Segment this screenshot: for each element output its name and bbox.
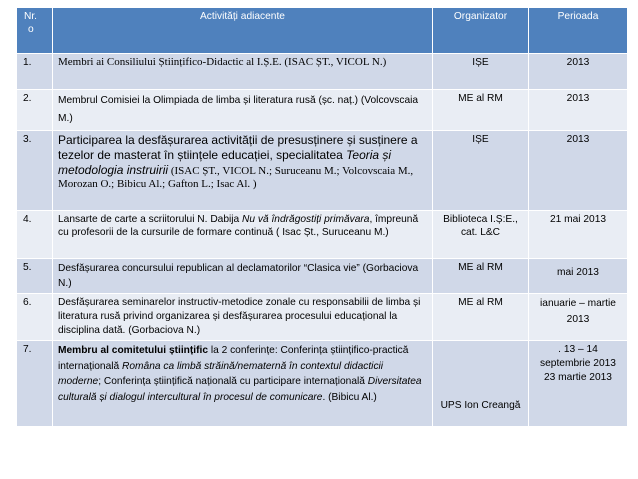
table-row: 7. Membru al comitetului științific la 2 conferințe: Conferința științifico-practică internațională Româna ca limbă străină/nematernă în contextul didacticii moderne; Conferința științifică națională cu participare internațională Diversitatea culturală și dialogul intercultural în procesul de comunicare. (Bibicu Al.) UPS Ion Creangă . 13 – 14 septembrie 2013 23 martie 2013 (17, 341, 628, 427)
table-row: 5. Desfășurarea concursului republican al declamatorilor “Clasica vie” (Gorbaciova N.) ME al RM mai 2013 (17, 259, 628, 294)
header-perioada: Perioada (529, 8, 628, 54)
header-nr: Nr. o (17, 8, 53, 54)
table-row: 2. Membrul Comisiei la Olimpiada de limba și literatura rusă (șc. naț.) (Volcovscaia M.) ME al RM 2013 (17, 90, 628, 131)
activities-table (16, 7, 628, 427)
table-row: 4. Lansarte de carte a scriitorului N. Dabija Nu vă îndrăgostiți primăvara, împreună cu profesorii de la cursurile de formare continuă ( Isac Șt., Suruceanu M.) Biblioteca I.Ș:E., cat. L&C 21 mai 2013 (17, 211, 628, 259)
table-row: 3. Participarea la desfășurarea activității de presusținere și susținere a tezelor de masterat în științele educației, specialitatea Teoria și metodologia instruirii (ISAC ȘT., VICOL N.; Suruceanu M.; Volcovscaia M., Morozan O.; Bibicu Al.; Gafton L.; Isac Al. ) IȘE 2013 (17, 131, 628, 211)
table-row: 6. Desfășurarea seminarelor instructiv-metodice zonale cu responsabilii de limba și literatura rusă privind organizarea și desfășurarea procesului educațional la disciplina dată. (Gorbaciova N.) ME al RM ianuarie – martie 2013 (17, 294, 628, 341)
header-organizator: Organizator (433, 8, 529, 54)
table-row: 1. Membri ai Consiliului Științifico-Didactic al I.Ș.E. (ISAC ȘT., VICOL N.) IȘE 2013 (17, 54, 628, 90)
header-activitati: Activități adiacente (53, 8, 433, 54)
